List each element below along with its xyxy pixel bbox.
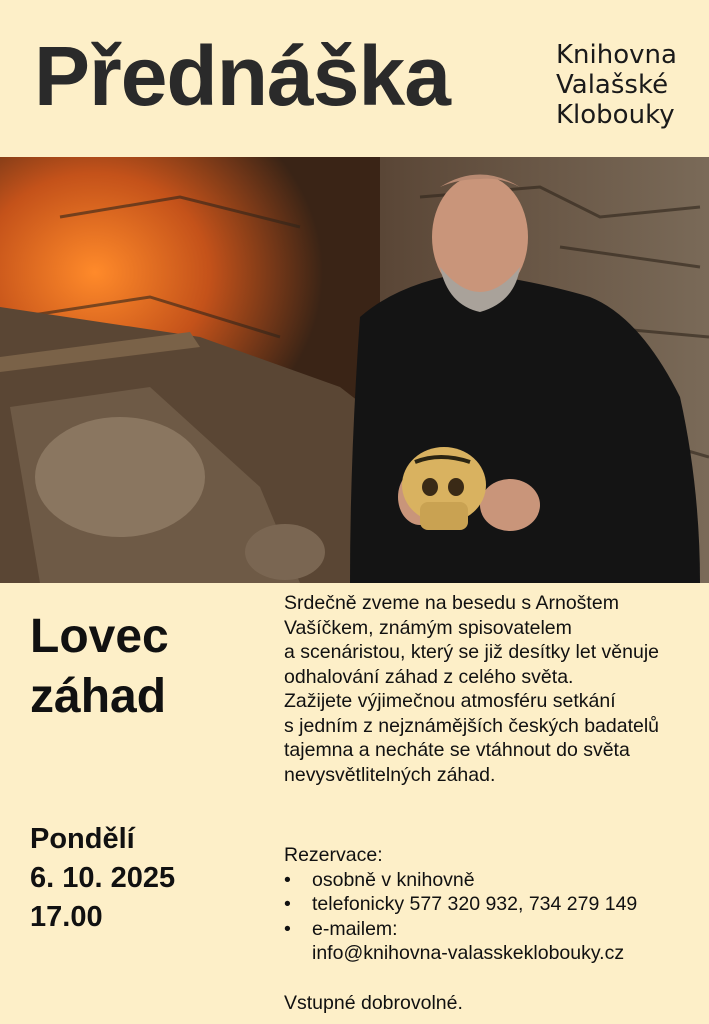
description-line: Zažijete výjimečnou atmosféru setkání — [284, 690, 616, 712]
email-address[interactable]: info@knihovna-valasskeklobouky.cz — [312, 942, 625, 964]
event-title — [30, 607, 169, 727]
reservation-info — [284, 843, 704, 966]
reservation-email — [284, 917, 704, 942]
library-logo — [556, 40, 696, 130]
event-date: 6. 10. 2025 — [30, 862, 176, 894]
logo-line-3: Klobouky — [556, 100, 675, 130]
description-line: a scenáristou, který se již desítky let věnuje — [284, 641, 660, 663]
event-title-line-1: Lovec — [30, 610, 169, 663]
event-day: Pondělí — [30, 823, 135, 855]
bullet-icon: • — [284, 868, 291, 891]
event-title-line-2: záhad — [30, 670, 167, 723]
logo-line-2: Valašské — [556, 70, 669, 100]
reservation-heading: Rezervace: — [284, 844, 383, 866]
logo-line-1: Knihovna — [556, 40, 677, 70]
bullet-icon: • — [284, 893, 291, 915]
bullet-icon: • — [284, 917, 291, 940]
event-datetime — [30, 820, 175, 937]
lecturer-photo — [0, 157, 709, 583]
description-line: Vašíčkem, známým spisovatelem — [284, 616, 572, 639]
page-title: Přednáška — [34, 29, 450, 123]
event-details — [0, 583, 709, 1024]
description-line: nevysvětlitelných záhad. — [284, 763, 496, 786]
event-description — [284, 591, 694, 787]
description-line: tajemna a necháte se vtáhnout do světa — [284, 739, 630, 761]
reservation-email-label: e-mailem: — [312, 917, 398, 940]
description-line: s jedním z nejznámějších českých badatelů — [284, 714, 660, 737]
reservation-in-person — [284, 868, 704, 893]
header — [0, 0, 709, 157]
reservation-phone — [284, 892, 704, 917]
reservation-in-person-text: osobně v knihovně — [312, 868, 475, 891]
entry-note: Vstupné dobrovolné. — [284, 992, 463, 1014]
description-line: odhalování záhad z celého světa. — [284, 665, 574, 688]
photo-illustration — [0, 157, 709, 583]
reservation-phone-text: telefonicky 577 320 932, 734 279 149 — [312, 893, 638, 915]
event-time: 17.00 — [30, 901, 103, 933]
description-line: Srdečně zveme na besedu s Arnoštem — [284, 592, 619, 614]
